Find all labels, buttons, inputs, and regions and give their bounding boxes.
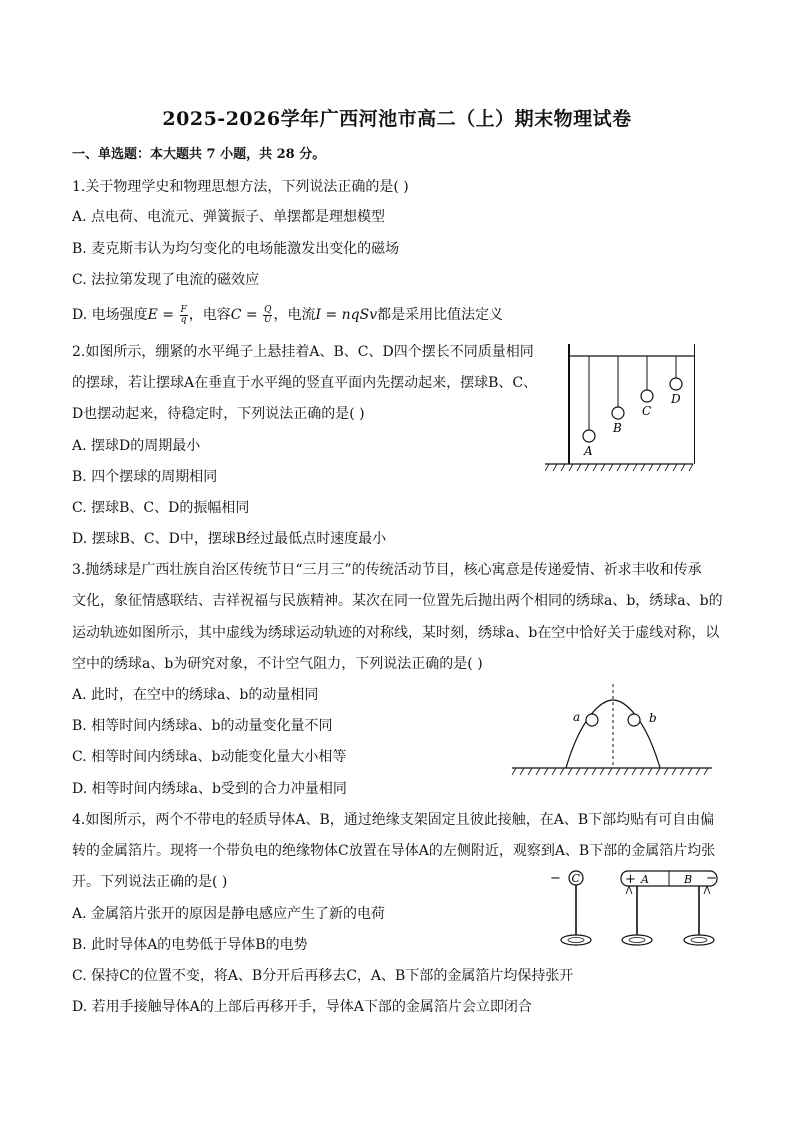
q3-stem-line1: 3.抛绣球是广西壮族自治区传统节日“三月三”的传统活动节目，核心寓意是传递爱情、祈求丰收和传承 (72, 562, 702, 578)
pendulum-label-c: C (642, 404, 652, 418)
pendulum-ball-b (612, 407, 624, 419)
q2-option-a: A. 摆球D的周期最小 (72, 438, 201, 454)
q1-d-mid2: ，电流 (273, 307, 316, 323)
q3-option-d: D. 相等时间内绣球a、b受到的合力冲量相同 (72, 781, 347, 797)
ball-a (586, 714, 598, 726)
q3-stem-line4: 空中的绣球a、b为研究对象，不计空气阻力，下列说法正确的是( ) (72, 656, 483, 672)
q4-option-b: B. 此时导体A的电势低于导体B的电势 (72, 937, 308, 953)
q2-stem-line2: 的摆球，若让摆球A在垂直于水平绳的竖直平面内先摆动起来，摆球B、C、 (72, 375, 538, 391)
q1-option-a: A. 点电荷、电流元、弹簧振子、单摆都是理想模型 (72, 209, 386, 225)
object-c-label: C (571, 872, 580, 885)
q1-d-C: C = (230, 307, 263, 323)
q4-stem-line1: 4.如图所示，两个不带电的轻质导体A、B，通过绝缘支架固定且彼此接触，在A、B下部均贴有可自由偏 (72, 812, 715, 828)
plus-sign-label: + (625, 872, 636, 887)
q1-d-C-fraction (263, 306, 272, 325)
q2-stem-line3: D也摆动起来，待稳定时，下列说法正确的是( ) (72, 406, 365, 422)
q1-d-C-num: Q (264, 304, 272, 315)
q1-d-E-num: F (180, 304, 187, 315)
q2-option-c: C. 摆球B、C、D的振幅相同 (72, 500, 250, 516)
conductor-b-label: B (684, 873, 693, 886)
pendulum-ball-d (670, 378, 682, 390)
pendulum-label-b: B (613, 421, 622, 435)
pendulum-label-a: A (584, 444, 593, 458)
section-heading: 一、单选题：本大题共 7 小题，共 28 分。 (72, 147, 326, 162)
charge-minus-label: − (550, 871, 561, 886)
ball-label-a: a (573, 710, 581, 724)
pendulum-ball-a (583, 430, 595, 442)
q3-option-b: B. 相等时间内绣球a、b的动量变化量不同 (72, 718, 333, 734)
minus-sign-label: − (706, 871, 717, 886)
q1-d-E-den: q (180, 314, 187, 325)
ball-b (628, 714, 640, 726)
q1-d-I: I = nqSv (315, 307, 378, 323)
q1-d-C-den: U (263, 314, 272, 325)
q1-stem: 1.关于物理学史和物理思想方法，下列说法正确的是( ) (72, 179, 409, 195)
electroscope-figure (545, 866, 725, 952)
q1-option-c: C. 法拉第发现了电流的磁效应 (72, 272, 260, 288)
q3-option-a: A. 此时，在空中的绣球a、b的动量相同 (72, 687, 319, 703)
q1-d-prefix: D. 电场强度 (72, 307, 148, 323)
q1-option-b: B. 麦克斯韦认为均匀变化的电场能激发出变化的磁场 (72, 241, 400, 257)
q1-option-d (72, 304, 503, 326)
q1-d-E: E = (147, 307, 179, 323)
pendulum-figure (545, 340, 695, 475)
page-title: 2025-2026学年广西河池市高二（上）期末物理试卷 (162, 108, 632, 130)
q4-option-d: D. 若用手接触导体A的上部后再移开手，导体A下部的金属箔片会立即闭合 (72, 999, 532, 1015)
q1-d-E-fraction (180, 306, 188, 325)
ball-label-b: b (649, 711, 657, 725)
q1-d-mid1: ，电容 (188, 307, 231, 323)
q2-option-d: D. 摆球B、C、D中，摆球B经过最低点时速度最小 (72, 531, 387, 547)
q4-option-c: C. 保持C的位置不变，将A、B分开后再移去C，A、B下部的金属箔片均保持张开 (72, 968, 574, 984)
q3-stem-line3: 运动轨迹如图所示，其中虚线为绣球运动轨迹的对称线，某时刻，绣球a、b在空中恰好关于虚线对称，以 (72, 625, 720, 641)
q3-option-c: C. 相等时间内绣球a、b动能变化量大小相等 (72, 749, 347, 765)
q2-stem-line1: 2.如图所示，绷紧的水平绳子上悬挂着A、B、C、D四个摆长不同质量相同 (72, 344, 534, 360)
conductor-a-label: A (641, 873, 649, 886)
pendulum-label-d: D (671, 392, 681, 406)
q4-stem-line3: 开。下列说法正确的是( ) (72, 874, 228, 890)
projectile-figure (510, 680, 715, 780)
q1-d-suffix: 都是采用比值法定义 (377, 307, 504, 323)
q3-stem-line2: 文化，象征情感联结、吉祥祝福与民族精神。某次在同一位置先后抛出两个相同的绣球a、b，绣球a、b的 (72, 593, 723, 609)
pendulum-ball-c (641, 390, 653, 402)
q4-stem-line2: 转的金属箔片。现将一个带负电的绝缘物体C放置在导体A的左侧附近，观察到A、B下部的金属箔片均张 (72, 843, 716, 859)
q4-option-a: A. 金属箔片张开的原因是静电感应产生了新的电荷 (72, 906, 386, 922)
q2-option-b: B. 四个摆球的周期相同 (72, 469, 218, 485)
